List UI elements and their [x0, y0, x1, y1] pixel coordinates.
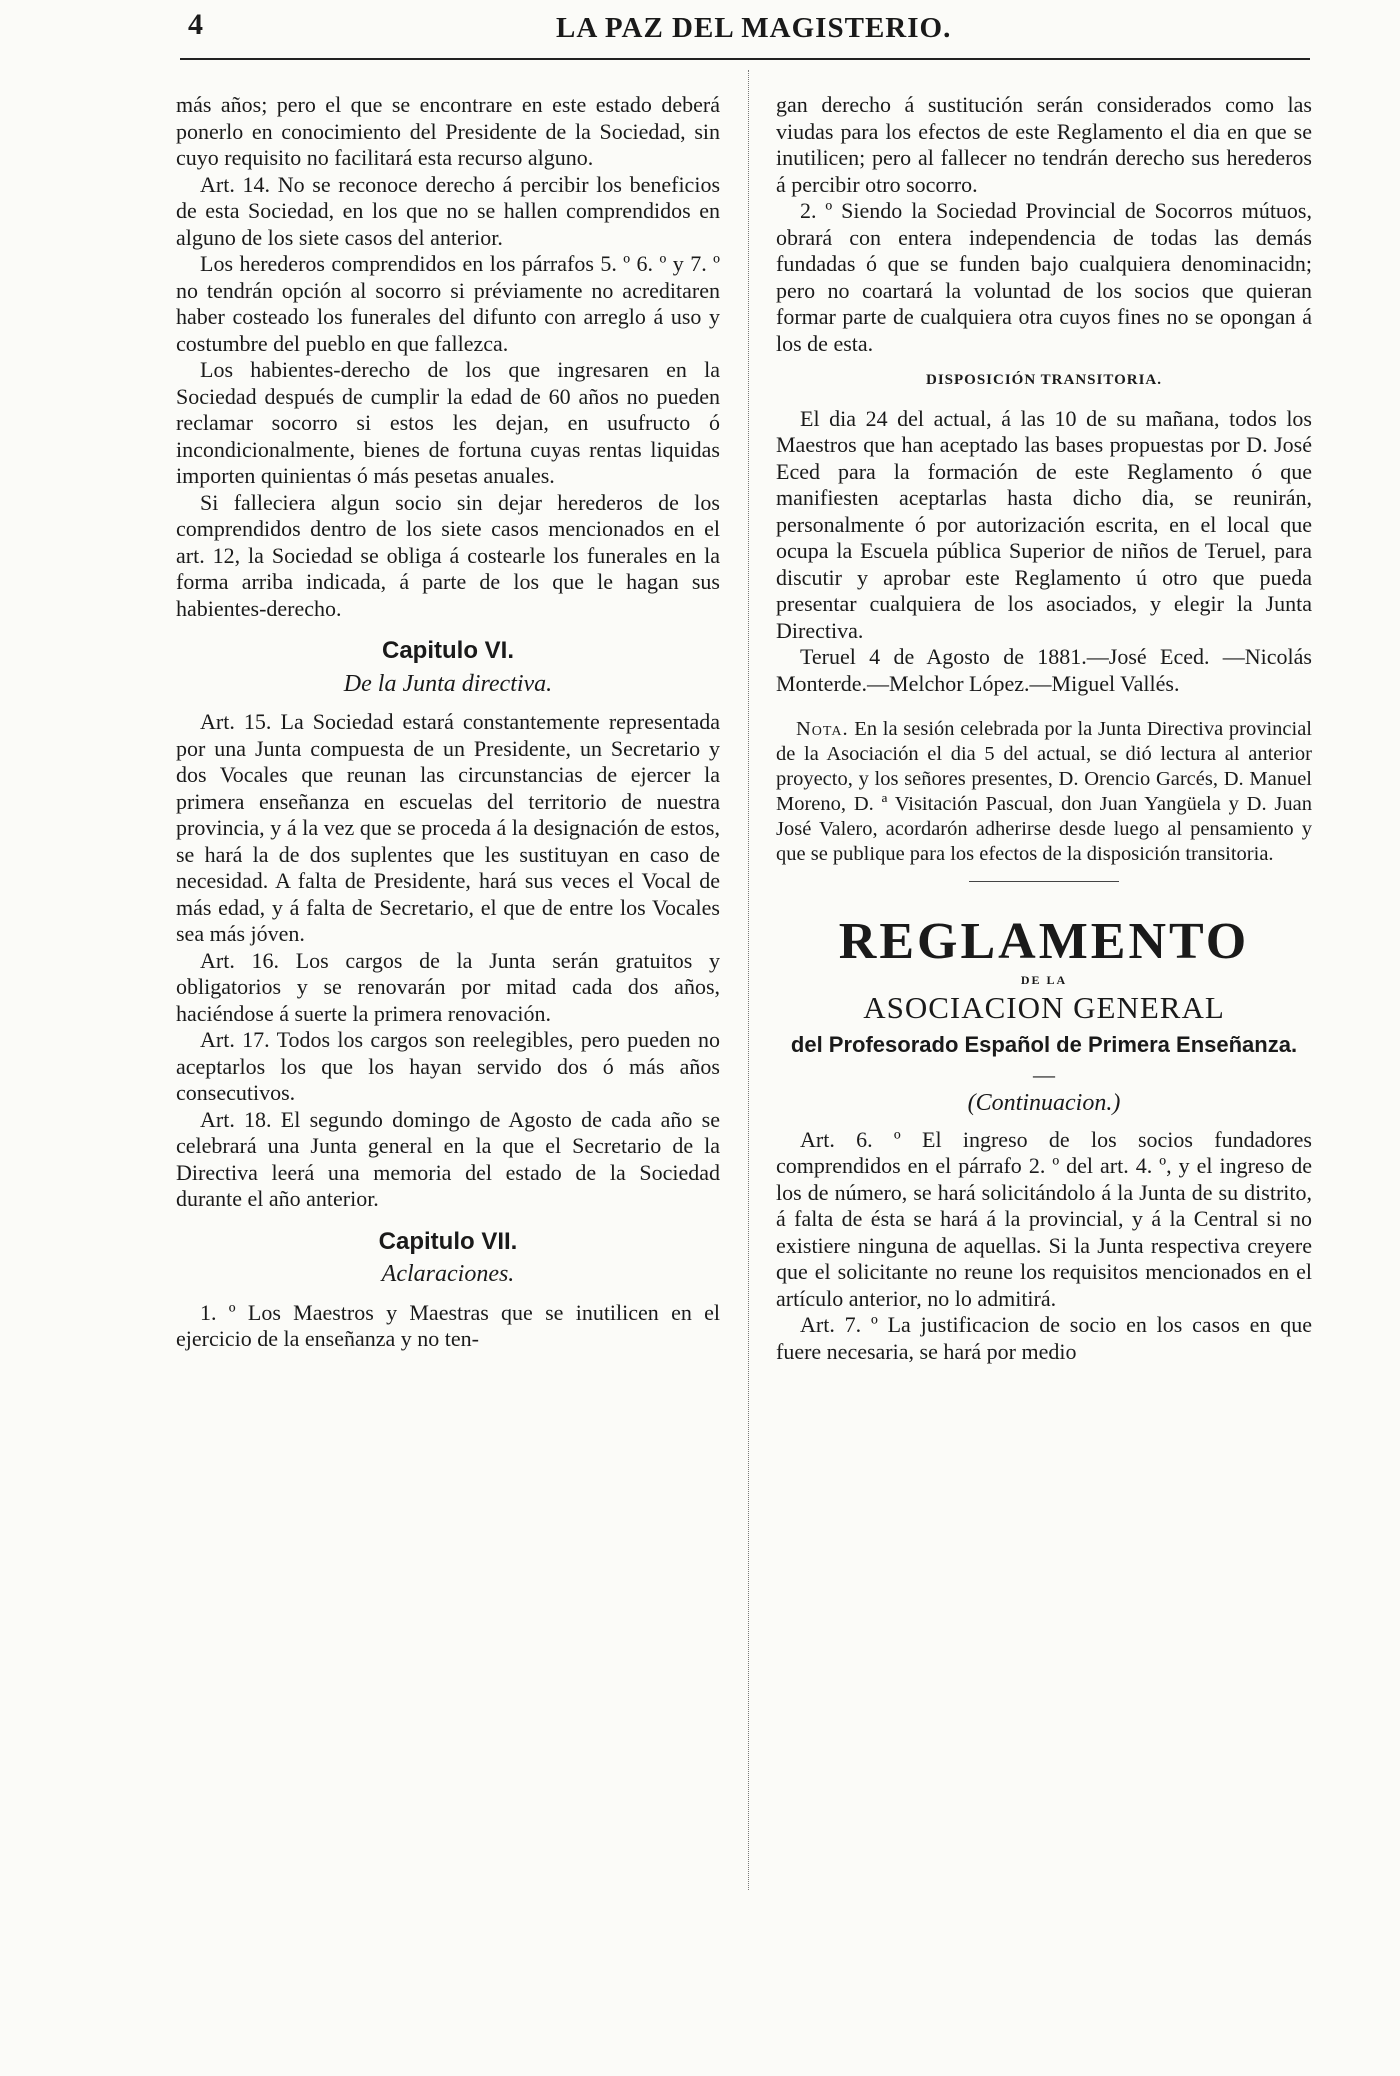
transitional-provision-heading: DISPOSICIÓN TRANSITORIA.	[925, 372, 1162, 388]
paragraph: más años; pero el que se encontrare en este estado deberá ponerlo en conocimiento del Presidente de la Sociedad, sin cuyo requisito no facilitará esta recurso alguno.	[176, 92, 720, 170]
page-header	[180, 6, 1310, 58]
article-17: Art. 17. Todos los cargos son reelegibles, pero pueden no aceptarlos los que los hayan servido dos ó más años consecutivos.	[176, 1027, 720, 1105]
chapter-6-heading: Capitulo VI.	[382, 637, 514, 664]
note-paragraph	[776, 717, 1312, 867]
note-text: En la sesión celebrada por la Junta Directiva provincial de la Asociación el dia 5 del actual, se dió lectura al anterior proyecto, y los señores presentes, D. Orencio Garcés, D. Manuel Moreno, D. ª Visitación Pascual, don Juan Yangüela y D. Juan José Valero, acordarón adherirse desde luego al pensamiento y que se publique para los efectos de la disposición transitoria.	[776, 718, 1312, 865]
reglamento-de-la: DE LA	[1020, 973, 1068, 987]
article-18: Art. 18. El segundo domingo de Agosto de cada año se celebrará una Junta general en la que el Secretario de la Directiva leerá una memoria del estado de la Sociedad durante el año anterior.	[176, 1106, 720, 1211]
header-rule	[180, 58, 1310, 60]
article-16: Art. 16. Los cargos de la Junta serán gratuitos y obligatorios y se renovarán por mitad cada dos años, haciéndose á suerte la primera renovación.	[176, 947, 720, 1026]
chapter-6-subtitle: De la Junta directiva.	[343, 670, 553, 697]
continuation-label: (Continuacion.)	[967, 1090, 1121, 1116]
note-label: Nota.	[796, 718, 849, 740]
paragraph: gan derecho á sustitución serán considerados como las viudas para los efectos de este Reglamento el dia en que se inutilicen; pero al fallecer no tendrán derecho sus herederos á percibir otro socorro.	[776, 92, 1312, 197]
article-14: Art. 14. No se reconoce derecho á percibir los beneficios de esta Sociedad, en los que no se hallen comprendidos en alguno de los siete casos del anterior.	[176, 171, 720, 250]
reglamento-title: REGLAMENTO	[838, 913, 1250, 970]
association-title: ASOCIACION GENERAL	[863, 990, 1225, 1025]
paragraph: El dia 24 del actual, á las 10 de su mañana, todos los Maestros que han aceptado las bases propuestas por D. José Eced para la formación de este Reglamento ó que manifiesten aceptarlas hasta dicho dia, se reunirán, personalmente ó por autorización escrita, en el local que ocupa la Escuela pública Superior de niños de Teruel, para discutir y aprobar este Reglamento ú otro que pueda presentar cualquiera de los asociados, y elegir la Junta Directiva.	[776, 405, 1312, 643]
paragraph: Si falleciera algun socio sin dejar herederos de los comprendidos dentro de los siete casos mencionados en el art. 12, la Sociedad se obliga á costearle los funerales en la forma arriba indicada, á parte de los que le hagan sus habientes-derecho.	[176, 489, 720, 621]
column-divider	[748, 70, 749, 1890]
page-number: 4	[188, 8, 203, 41]
title-dash: —	[1033, 1062, 1055, 1087]
left-column	[176, 92, 720, 1353]
section-rule	[969, 881, 1119, 882]
chapter-7-heading: Capitulo VII.	[378, 1227, 518, 1255]
signatures-line: Teruel 4 de Agosto de 1881.—José Eced. —Nicolás Monterde.—Melchor López.—Miguel Vallés.	[776, 644, 1312, 696]
right-column	[776, 92, 1312, 1365]
article-6: Art. 6. º El ingreso de los socios fundadores comprendidos en el párrafo 2. º del art. 4. º, y el ingreso de los de número, se hará solicitándolo á la Junta de su distrito, á falta de ésta se hará á la provincial, y á la Central si no existiere ninguna de aquellas. Si la Junta respectiva creyere que el solicitante no reune los requisitos mencionados en el artículo anterior, no lo admitirá.	[776, 1126, 1312, 1311]
clarification-1: 1. º Los Maestros y Maestras que se inutilicen en el ejercicio de la enseñanza y no ten-	[176, 1299, 720, 1351]
article-15: Art. 15. La Sociedad estará constantemente representada por una Junta compuesta de un Presidente, un Secretario y dos Vocales que reunan las circunstancias de ejercer la primera enseñanza en escuelas del territorio de nuestra provincia, y á la vez que se proceda á la designación de estos, se hará la de dos suplentes que les sustituyan en caso de necesidad. A falta de Presidente, hará sus veces el Vocal de más edad, y á falta de Secretario, el que de entre los Vocales sea más jóven.	[176, 709, 720, 946]
paragraph: Los herederos comprendidos en los párrafos 5. º 6. º y 7. º no tendrán opción al socorro si préviamente no acreditaren haber costeado los funerales del difunto con arreglo á uso y costumbre del pueblo en que fallezca.	[176, 251, 720, 356]
paragraph: Los habientes-derecho de los que ingresaren en la Sociedad después de cumplir la edad de 60 años no pueden reclamar socorro si estos les dejan, en usufructo ó incondicionalmente, bienes de fortuna cuyas rentas liquidas importen quinientas ó más pesetas anuales.	[176, 357, 720, 488]
association-subtitle: del Profesorado Español de Primera Enseñanza.	[790, 1032, 1298, 1057]
clarification-2: 2. º Siendo la Sociedad Provincial de Socorros mútuos, obrará con entera independencia de todas las demás fundadas ó que se funden bajo cualquiera denominacidn; pero no coartará la voluntad de los socios que quieran formar parte de cualquiera otra cuyos fines no se opongan á los de esta.	[776, 198, 1312, 356]
article-7: Art. 7. º La justificacion de socio en los casos en que fuere necesaria, se hará por medio	[776, 1312, 1312, 1364]
newspaper-title: LA PAZ DEL MAGISTERIO.	[556, 12, 952, 44]
chapter-7-subtitle: Aclaraciones.	[381, 1261, 515, 1287]
